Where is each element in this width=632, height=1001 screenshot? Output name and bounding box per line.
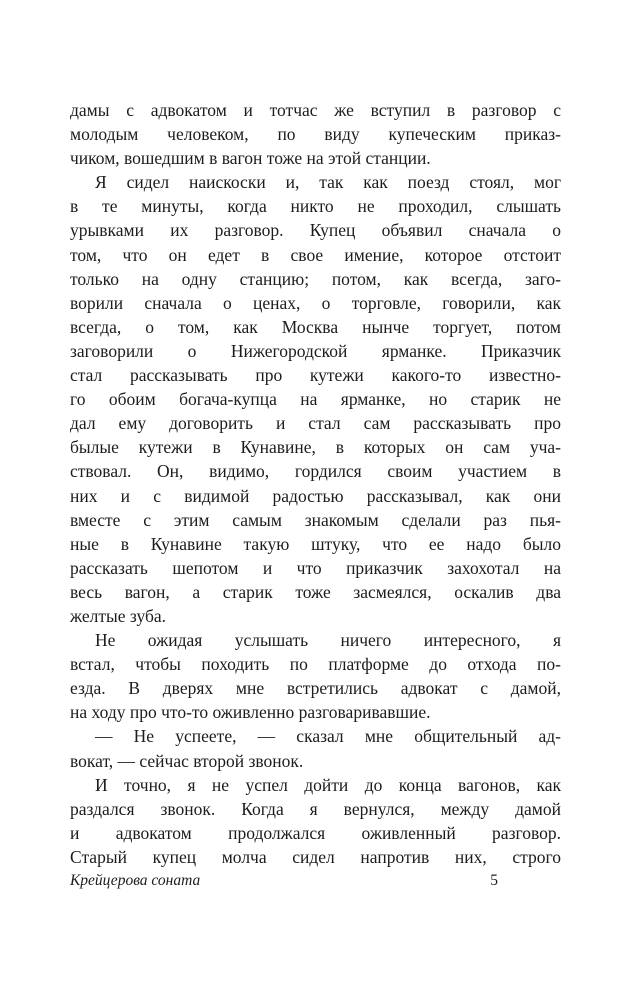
text-line: Старый купец молча сидел напротив них, строго [70,846,561,867]
text-line: них и с видимой радостью рассказывал, как они [70,485,561,506]
text-line: го обоим богача-купца на ярманке, но старик не [70,389,561,410]
text-line: в те минуты, когда никто не проходил, слышать [70,196,561,217]
text-line: на ходу про что-то оживленно разговаривавшие. [70,702,431,723]
text-line: урывками их разговор. Купец объявил сначала о [70,220,561,241]
text-line: ствовал. Он, видимо, гордился своим участием в [70,461,561,482]
text-line: вместе с этим самым знакомым сделали раз пья- [70,509,561,530]
paragraph [70,773,561,869]
text-line: Не ожидая услышать ничего интересного, я [95,630,561,651]
text-line: дал ему договорить и стал сам рассказывать про [70,413,561,434]
text-line: рассказать шепотом и что приказчик захохотал на [70,557,561,578]
text-line: молодым человеком, по виду купеческим приказ- [70,124,561,145]
text-line: том, что он едет в свое имение, которое отстоит [70,244,561,265]
text-line: всегда, о том, как Москва нынче торгует, потом [70,316,561,337]
text-line: встал, чтобы походить по платформе до отхода по- [70,654,561,675]
text-line: и адвокатом продолжался оживленный разговор. [70,822,561,843]
text-line: ные в Кунавине такую штуку, что ее надо было [70,533,561,554]
paragraph [70,98,561,170]
text-line: стал рассказывать про кутежи какого-то известно- [70,365,561,386]
paragraph [70,724,561,772]
paragraph [70,170,561,628]
text-line: вокат, — сейчас второй звонок. [70,750,304,771]
text-line: ворили сначала о ценах, о торговле, говорили, как [70,292,561,313]
page-number: 5 [490,872,498,889]
text-line: желтые зуба. [70,605,167,626]
text-line: заговорили о Нижегородской ярманке. Приказчик [70,340,561,361]
running-title: Крейцерова соната [70,872,201,889]
paragraph [70,628,561,724]
text-line: — Не успеете, — сказал мне общительный ад- [95,726,561,747]
page-footer [70,872,498,890]
text-line: Я сидел наискоски и, так как поезд стоял, мог [95,172,561,193]
text-line: былые кутежи в Кунавине, в которых он сам уча- [70,437,561,458]
text-line: раздался звонок. Когда я вернулся, между дамой [70,798,561,819]
text-line: И точно, я не успел дойти до конца вагонов, как [95,774,561,795]
text-line: весь вагон, а старик тоже засмеялся, оскалив два [70,581,561,602]
text-line: только на одну станцию; потом, как всегда, заго- [70,268,561,289]
text-block [70,98,561,869]
text-line: езда. В дверях мне встретились адвокат с дамой, [70,678,561,699]
text-line: чиком, вошедшим в вагон тоже на этой станции. [70,148,431,169]
text-line: дамы с адвокатом и тотчас же вступил в разговор с [70,100,561,120]
